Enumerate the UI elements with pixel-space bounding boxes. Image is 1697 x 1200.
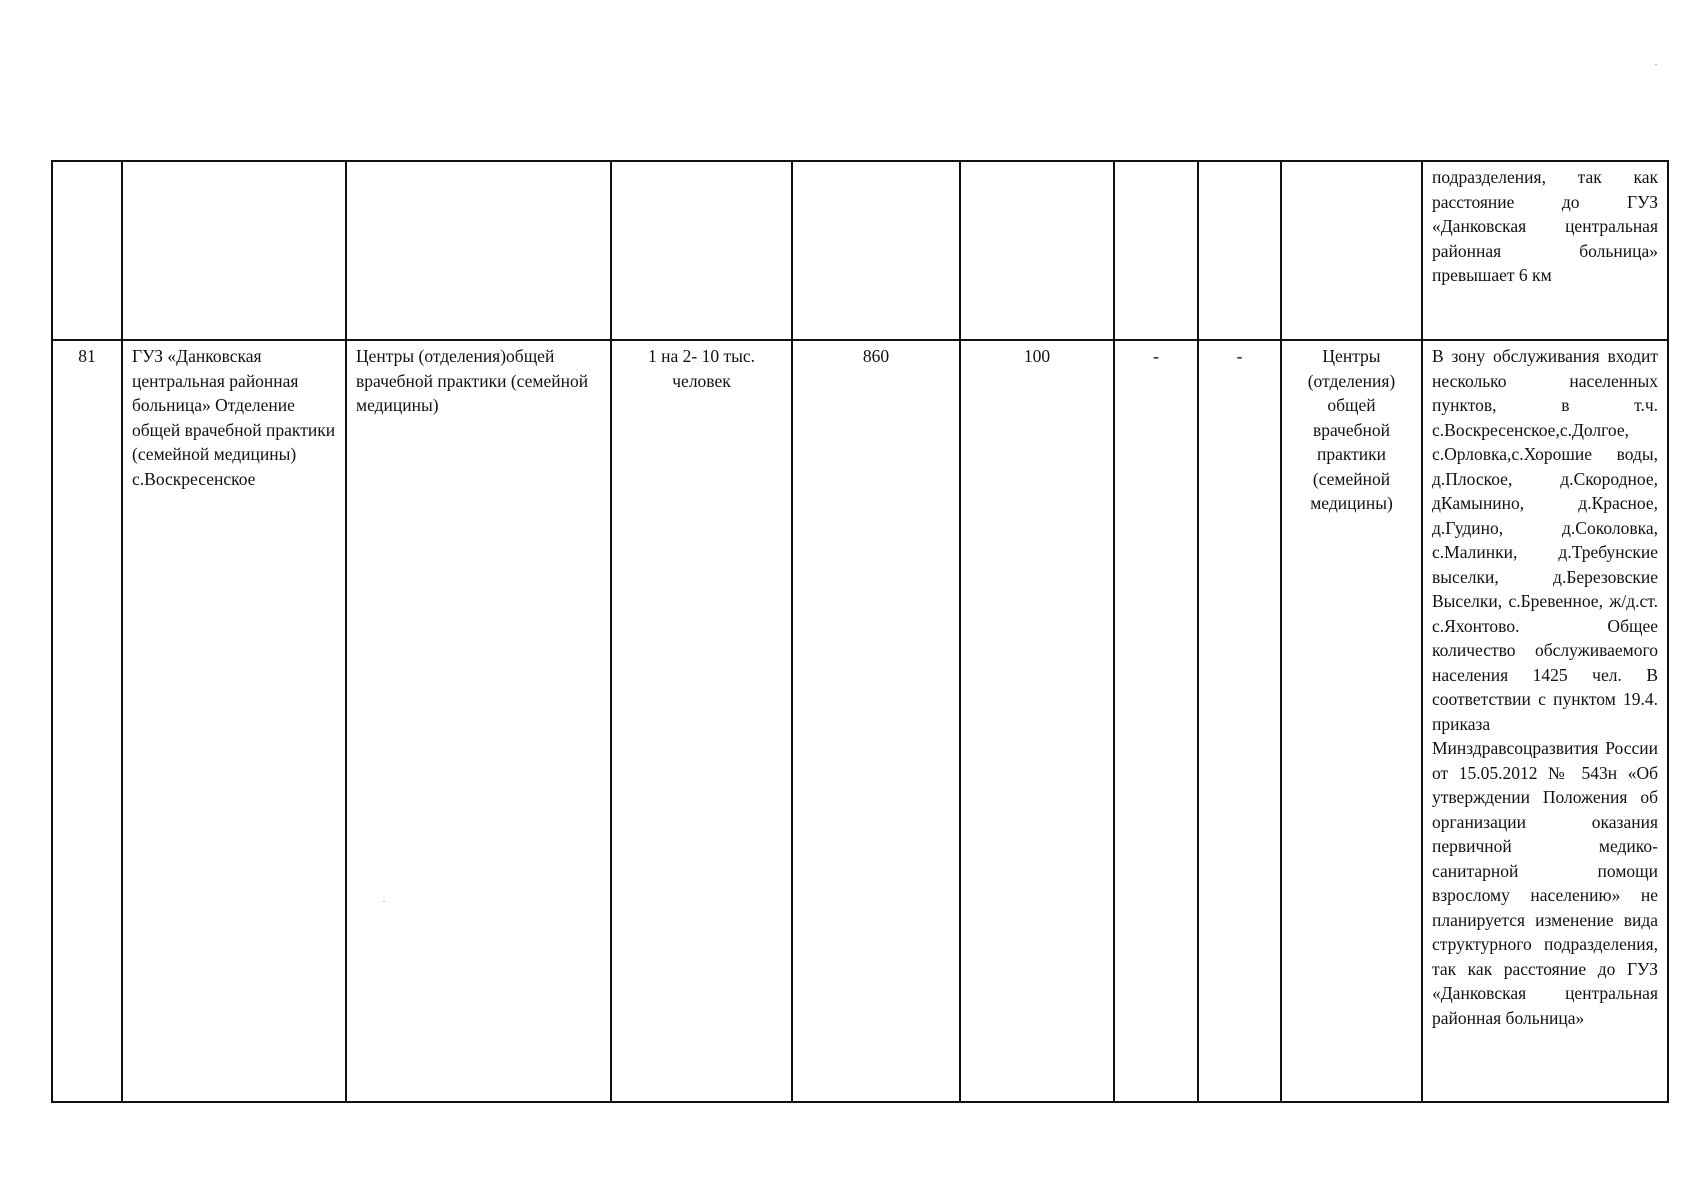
cell-organization-empty — [122, 161, 346, 340]
cell-col8-empty — [1198, 161, 1281, 340]
table-row-continuation — [52, 161, 1668, 340]
document-table — [51, 160, 1669, 1103]
cell-col7-empty — [1114, 161, 1198, 340]
cell-row-number: 81 — [52, 340, 122, 1102]
cell-organization: ГУЗ «Данковская центральная районная больница» Отделение общей врачебной практики (семейной медицины) с.Воскресенское — [122, 340, 346, 1102]
scan-artifact — [383, 901, 385, 902]
cell-recommended-type: Центры (отделения) общей врачебной практики (семейной медицины) — [1281, 340, 1422, 1102]
cell-col8-value: - — [1198, 340, 1281, 1102]
cell-col6-empty — [960, 161, 1114, 340]
cell-number-empty — [52, 161, 122, 340]
cell-col5-value: 860 — [792, 340, 960, 1102]
cell-recommended-empty — [1281, 161, 1422, 340]
cell-continuation-note: подразделения, так как расстояние до ГУЗ «Данковская центральная районная больница» превышает 6 км — [1422, 161, 1668, 340]
cell-unit-type: Центры (отделения)общей врачебной практики (семейной медицины) — [346, 340, 611, 1102]
table-row — [52, 340, 1668, 1102]
cell-norm: 1 на 2- 10 тыс. человек — [611, 340, 792, 1102]
cell-col5-empty — [792, 161, 960, 340]
cell-unit-type-empty — [346, 161, 611, 340]
scan-artifact — [1655, 64, 1657, 65]
cell-norm-empty — [611, 161, 792, 340]
cell-col7-value: - — [1114, 340, 1198, 1102]
cell-col6-value: 100 — [960, 340, 1114, 1102]
cell-comment: В зону обслуживания входит несколько населенных пунктов, в т.ч. с.Воскресенское,с.Долгое, с.Орловка,с.Хорошие воды, д.Плоское, д.Скородное, дКамынино, д.Красное, д.Гудино, д.Соколовка, с.Малинки, д.Требунские выселки, д.Березовские Выселки, с.Бревенное, ж/д.ст. с.Яхонтово. Общее количество обслуживаемого населения 1425 чел. В соответствии с пунктом 19.4. приказа Минздравсоцразвития России от 15.05.2012 № 543н «Об утверждении Положения об организации оказания первичной медико-санитарной помощи взрослому населению» не планируется изменение вида структурного подразделения, так как расстояние до ГУЗ «Данковская центральная районная больница» — [1422, 340, 1668, 1102]
